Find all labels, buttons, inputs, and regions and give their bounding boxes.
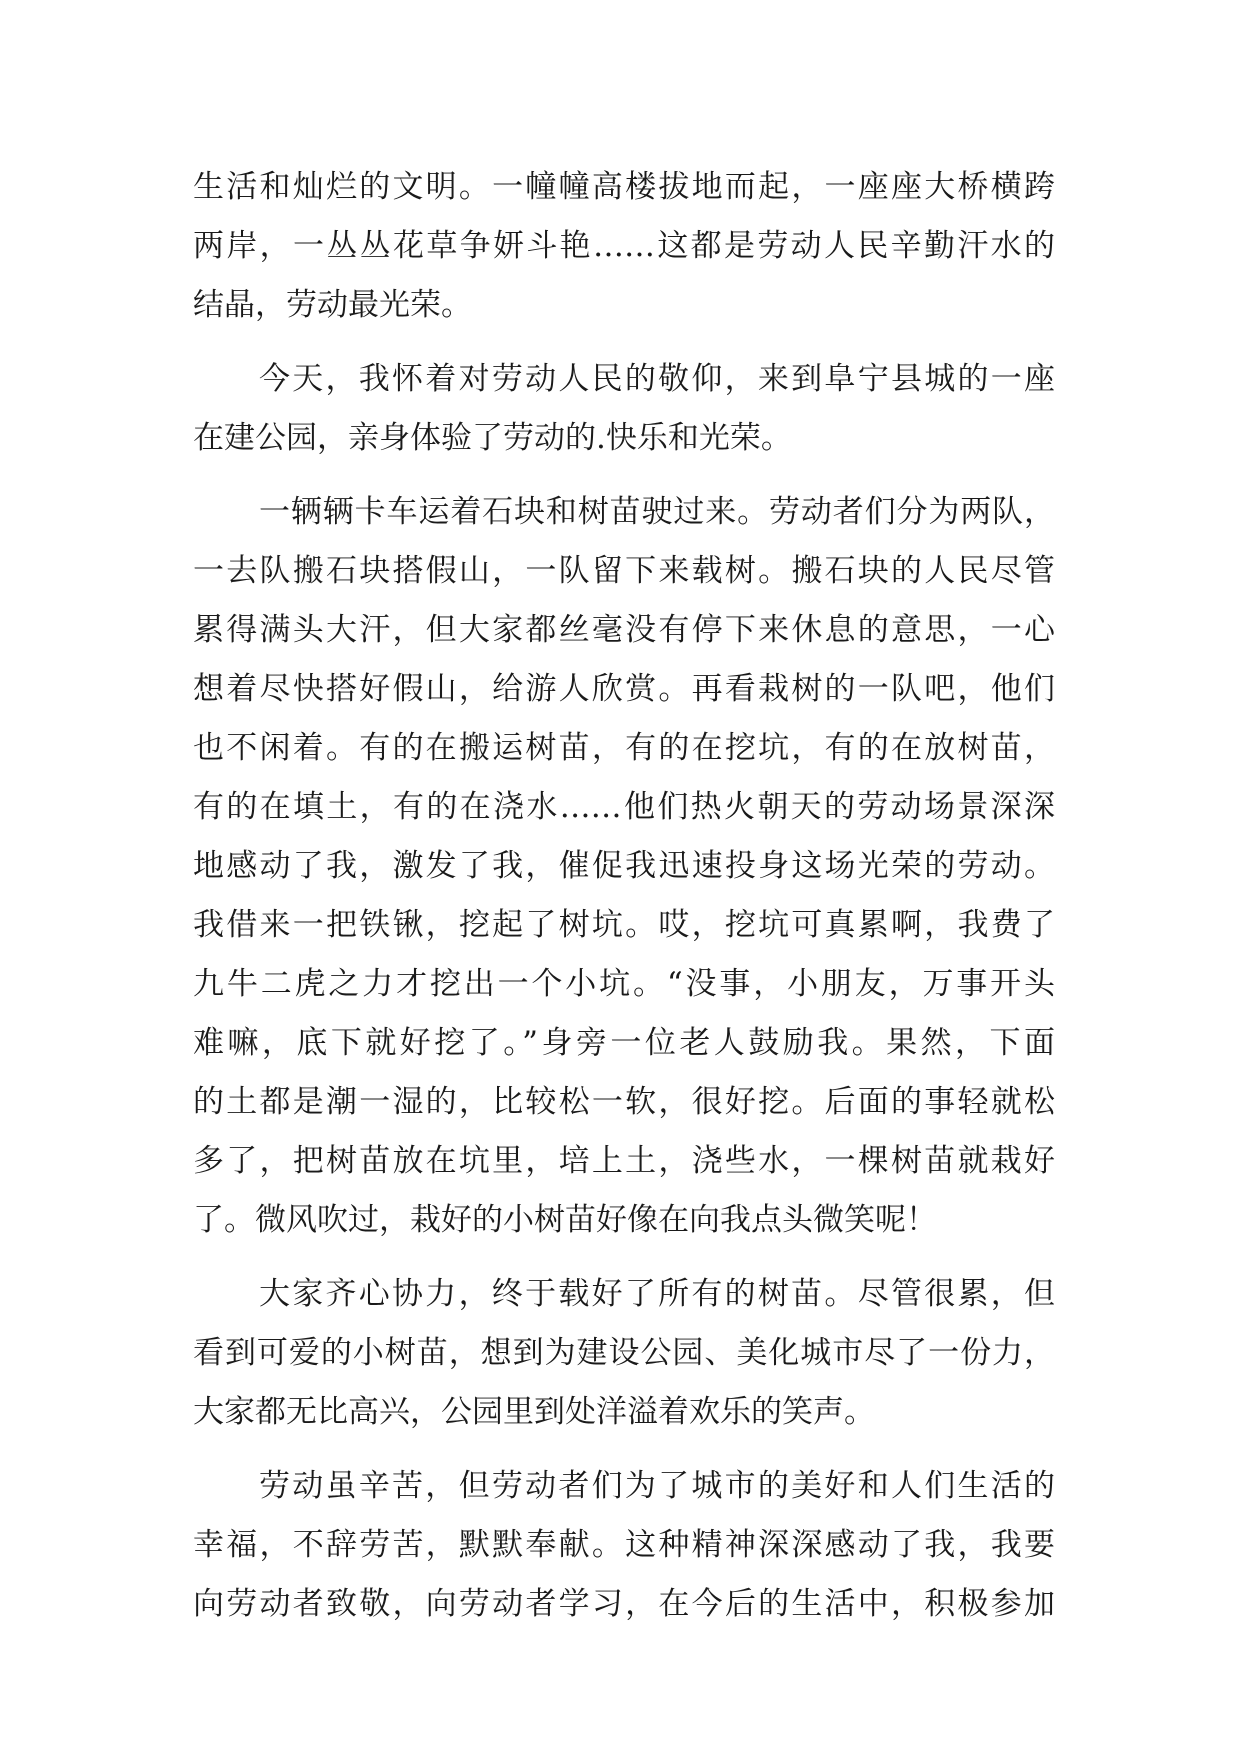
text-line: 大家都无比高兴，公园里到处洋溢着欢乐的笑声。 [193, 1394, 875, 1430]
text-line: 多了，把树苗放在坑里，培上土，浇些水，一棵树苗就栽好 [193, 1143, 1055, 1179]
text-line: 向劳动者致敬，向劳动者学习，在今后的生活中，积极参加 [193, 1586, 1055, 1622]
text-line: 九牛二虎之力才挖出一个小坑。“没事，小朋友，万事开头 [193, 966, 1055, 1002]
text-line: 幸福，不辞劳苦，默默奉献。这种精神深深感动了我，我要 [193, 1527, 1055, 1563]
paragraph-gap [193, 1250, 1055, 1265]
paragraph-gap [193, 468, 1055, 483]
text-line: 我借来一把铁锹，挖起了树坑。哎，挖坑可真累啊，我费了 [193, 907, 1055, 943]
text-line: 看到可爱的小树苗，想到为建设公园、美化城市尽了一份力， [193, 1335, 1055, 1371]
text-line: 有的在填土，有的在浇水……他们热火朝天的劳动场景深深 [193, 789, 1055, 825]
text-line: 结晶，劳动最光荣。 [193, 287, 472, 323]
paragraph-gap [193, 1442, 1055, 1457]
text-line: 今天，我怀着对劳动人民的敬仰，来到阜宁县城的一座 [259, 361, 1055, 397]
text-line: 难嘛，底下就好挖了。”身旁一位老人鼓励我。果然，下面 [193, 1025, 1055, 1061]
text-line: 大家齐心协力，终于载好了所有的树苗。尽管很累，但 [259, 1276, 1055, 1312]
text-line: 了。微风吹过，栽好的小树苗好像在向我点头微笑呢！ [193, 1202, 937, 1238]
text-line: 地感动了我，激发了我，催促我迅速投身这场光荣的劳动。 [193, 848, 1055, 884]
paragraph-2 [193, 350, 1055, 468]
text-line: 在建公园，亲身体验了劳动的.快乐和光荣。 [193, 420, 792, 456]
text-line: 想着尽快搭好假山，给游人欣赏。再看栽树的一队吧，他们 [193, 671, 1055, 707]
text-line: 的土都是潮一湿的，比较松一软，很好挖。后面的事轻就松 [193, 1084, 1055, 1120]
text-line: 劳动虽辛苦，但劳动者们为了城市的美好和人们生活的 [259, 1468, 1055, 1504]
text-line: 两岸，一丛丛花草争妍斗艳……这都是劳动人民辛勤汗水的 [193, 228, 1055, 264]
essay-body [193, 158, 1055, 1634]
paragraph-gap [193, 335, 1055, 350]
text-line: 一辆辆卡车运着石块和树苗驶过来。劳动者们分为两队， [259, 494, 1055, 530]
paragraph-5 [193, 1457, 1055, 1634]
text-line: 也不闲着。有的在搬运树苗，有的在挖坑，有的在放树苗， [193, 730, 1055, 766]
paragraph-4 [193, 1265, 1055, 1442]
text-line: 生活和灿烂的文明。一幢幢高楼拔地而起，一座座大桥横跨 [193, 169, 1055, 205]
paragraph-3 [193, 483, 1055, 1250]
paragraph-1 [193, 158, 1055, 335]
text-line: 一去队搬石块搭假山，一队留下来载树。搬石块的人民尽管 [193, 553, 1055, 589]
text-line: 累得满头大汗，但大家都丝毫没有停下来休息的意思，一心 [193, 612, 1055, 648]
